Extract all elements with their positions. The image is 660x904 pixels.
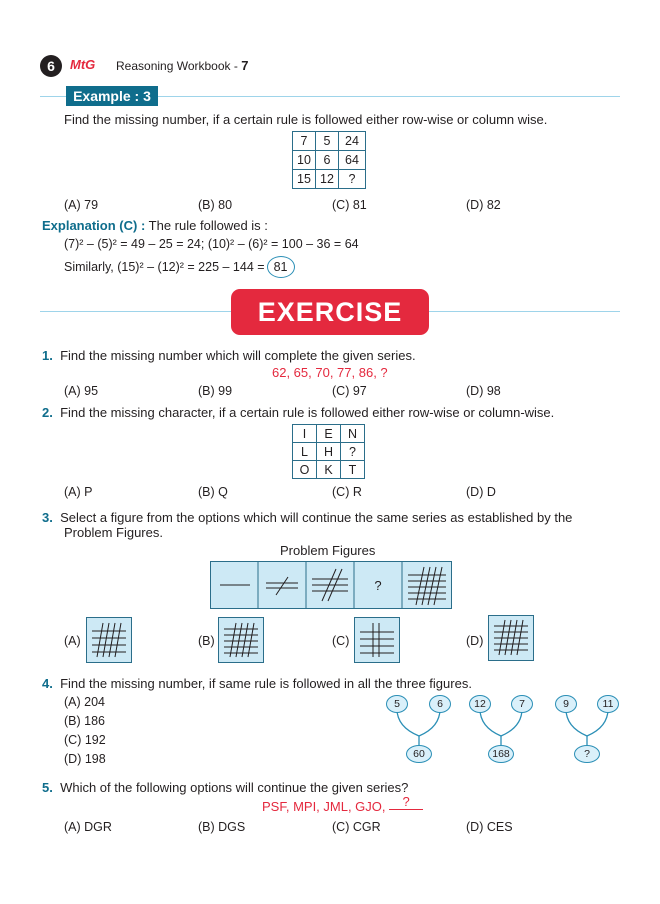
question-3-line-2: Problem Figures. — [64, 525, 163, 540]
tree-1-bottom-node: 60 — [406, 745, 432, 763]
tree-3-left-branch — [566, 709, 587, 747]
option-d: (D) 198 — [64, 752, 106, 766]
tree-1-left-branch — [397, 709, 419, 747]
grid-cell: N — [341, 425, 365, 443]
tree-1-right-node: 6 — [429, 695, 451, 713]
tree-1-right-branch — [419, 709, 440, 736]
grid-cell: 15 — [293, 170, 316, 189]
page-number: 6 — [40, 55, 62, 77]
option-c-figure[interactable] — [354, 617, 400, 663]
grid-cell: H — [317, 443, 341, 461]
option-b: (B) DGS — [198, 820, 246, 834]
example-grid — [292, 131, 366, 189]
question-number: 1. — [42, 348, 53, 363]
workbook-title-text: Reasoning Workbook - — [116, 59, 242, 73]
option-c: (C) R — [332, 485, 362, 499]
option-a: (A) 204 — [64, 695, 105, 709]
grid-cell: E — [317, 425, 341, 443]
grid-cell: 10 — [293, 151, 316, 170]
question-1 — [42, 348, 416, 363]
tree-2-bottom-node: 168 — [488, 745, 514, 763]
question-text: Select a figure from the options which will continue the same series as established by the — [60, 510, 573, 525]
tree-3-left-node: 9 — [555, 695, 577, 713]
option-b: (B) 80 — [198, 198, 233, 212]
explanation-line-1: (7)² – (5)² = 49 – 25 = 24; (10)² – (6)² = 100 – 36 = 64 — [64, 237, 359, 251]
grid-cell: ? — [341, 443, 365, 461]
option-d: (D) D — [466, 485, 496, 499]
option-b: (B) 99 — [198, 384, 233, 398]
tree-1-left-node: 5 — [386, 695, 408, 713]
question-text: Find the missing character, if a certain rule is followed either row-wise or column-wise. — [60, 405, 555, 420]
option-c: (C) 97 — [332, 384, 367, 398]
q5-series-text: PSF, MPI, JML, GJO, — [262, 799, 386, 814]
grid-cell: O — [293, 461, 317, 479]
option-a-label: (A) — [64, 634, 81, 648]
explanation-label: Explanation (C) : — [42, 218, 146, 233]
explanation-line-2 — [64, 256, 295, 278]
tree-2-right-branch — [501, 709, 522, 736]
question-number: 3. — [42, 510, 53, 525]
option-d-label: (D) — [466, 634, 484, 648]
option-d-figure[interactable] — [488, 615, 534, 661]
option-d: (D) CES — [466, 820, 513, 834]
missing-figure: ? — [374, 578, 382, 593]
question-text: Which of the following options will continue the given series? — [60, 780, 409, 795]
grid-cell: T — [341, 461, 365, 479]
grid-cell: 5 — [316, 132, 339, 151]
option-d: (D) 82 — [466, 198, 501, 212]
q1-series: 62, 65, 70, 77, 86, ? — [272, 365, 388, 380]
answer-circle: 81 — [267, 256, 295, 278]
option-a: (A) DGR — [64, 820, 112, 834]
option-a: (A) P — [64, 485, 93, 499]
grid-cell: 7 — [293, 132, 316, 151]
option-a-figure[interactable] — [86, 617, 132, 663]
question-number: 5. — [42, 780, 53, 795]
explanation-line-2-text: Similarly, (15)² – (12)² = 225 – 144 = — [64, 260, 265, 274]
question-5 — [42, 780, 408, 795]
question-text: Find the missing number which will complete the given series. — [60, 348, 416, 363]
option-a: (A) 79 — [64, 198, 99, 212]
tree-3-right-node: 11 — [597, 695, 619, 713]
option-c: (C) 192 — [64, 733, 106, 747]
grid-cell: 24 — [339, 132, 366, 151]
option-b-label: (B) — [198, 634, 215, 648]
grid-cell: L — [293, 443, 317, 461]
problem-figures-label: Problem Figures — [280, 543, 376, 558]
question-4 — [42, 676, 472, 691]
example-question: Find the missing number, if a certain rule is followed either row-wise or column wise. — [64, 112, 548, 127]
explanation-intro: The rule followed is : — [148, 218, 268, 233]
grid-cell: 12 — [316, 170, 339, 189]
workbook-title — [116, 58, 248, 73]
q5-blank: ? — [389, 794, 423, 810]
grid-cell: ? — [339, 170, 366, 189]
tree-3-right-branch — [587, 709, 608, 736]
q2-grid — [292, 424, 365, 479]
question-3 — [42, 510, 572, 525]
workbook-class: 7 — [241, 58, 249, 73]
grid-cell: K — [317, 461, 341, 479]
tree-2-right-node: 7 — [511, 695, 533, 713]
option-c-label: (C) — [332, 634, 350, 648]
grid-cell: 64 — [339, 151, 366, 170]
question-text: Find the missing number, if same rule is followed in all the three figures. — [60, 676, 472, 691]
tree-3-bottom-node: ? — [574, 745, 600, 763]
option-d: (D) 98 — [466, 384, 501, 398]
tree-2-left-branch — [480, 709, 501, 747]
problem-figures — [210, 561, 452, 609]
grid-cell: 6 — [316, 151, 339, 170]
grid-cell: I — [293, 425, 317, 443]
option-b: (B) Q — [198, 485, 228, 499]
option-b: (B) 186 — [64, 714, 105, 728]
question-2 — [42, 405, 554, 420]
example-label: Example : 3 — [66, 86, 158, 106]
option-c: (C) 81 — [332, 198, 367, 212]
brand-logo: MtG — [70, 57, 96, 72]
option-c: (C) CGR — [332, 820, 381, 834]
explanation-heading — [42, 218, 268, 233]
option-b-figure[interactable] — [218, 617, 264, 663]
question-number: 2. — [42, 405, 53, 420]
q5-series — [262, 794, 423, 815]
exercise-banner: EXERCISE — [231, 289, 429, 335]
tree-2-left-node: 12 — [469, 695, 491, 713]
option-a: (A) 95 — [64, 384, 99, 398]
question-number: 4. — [42, 676, 53, 691]
